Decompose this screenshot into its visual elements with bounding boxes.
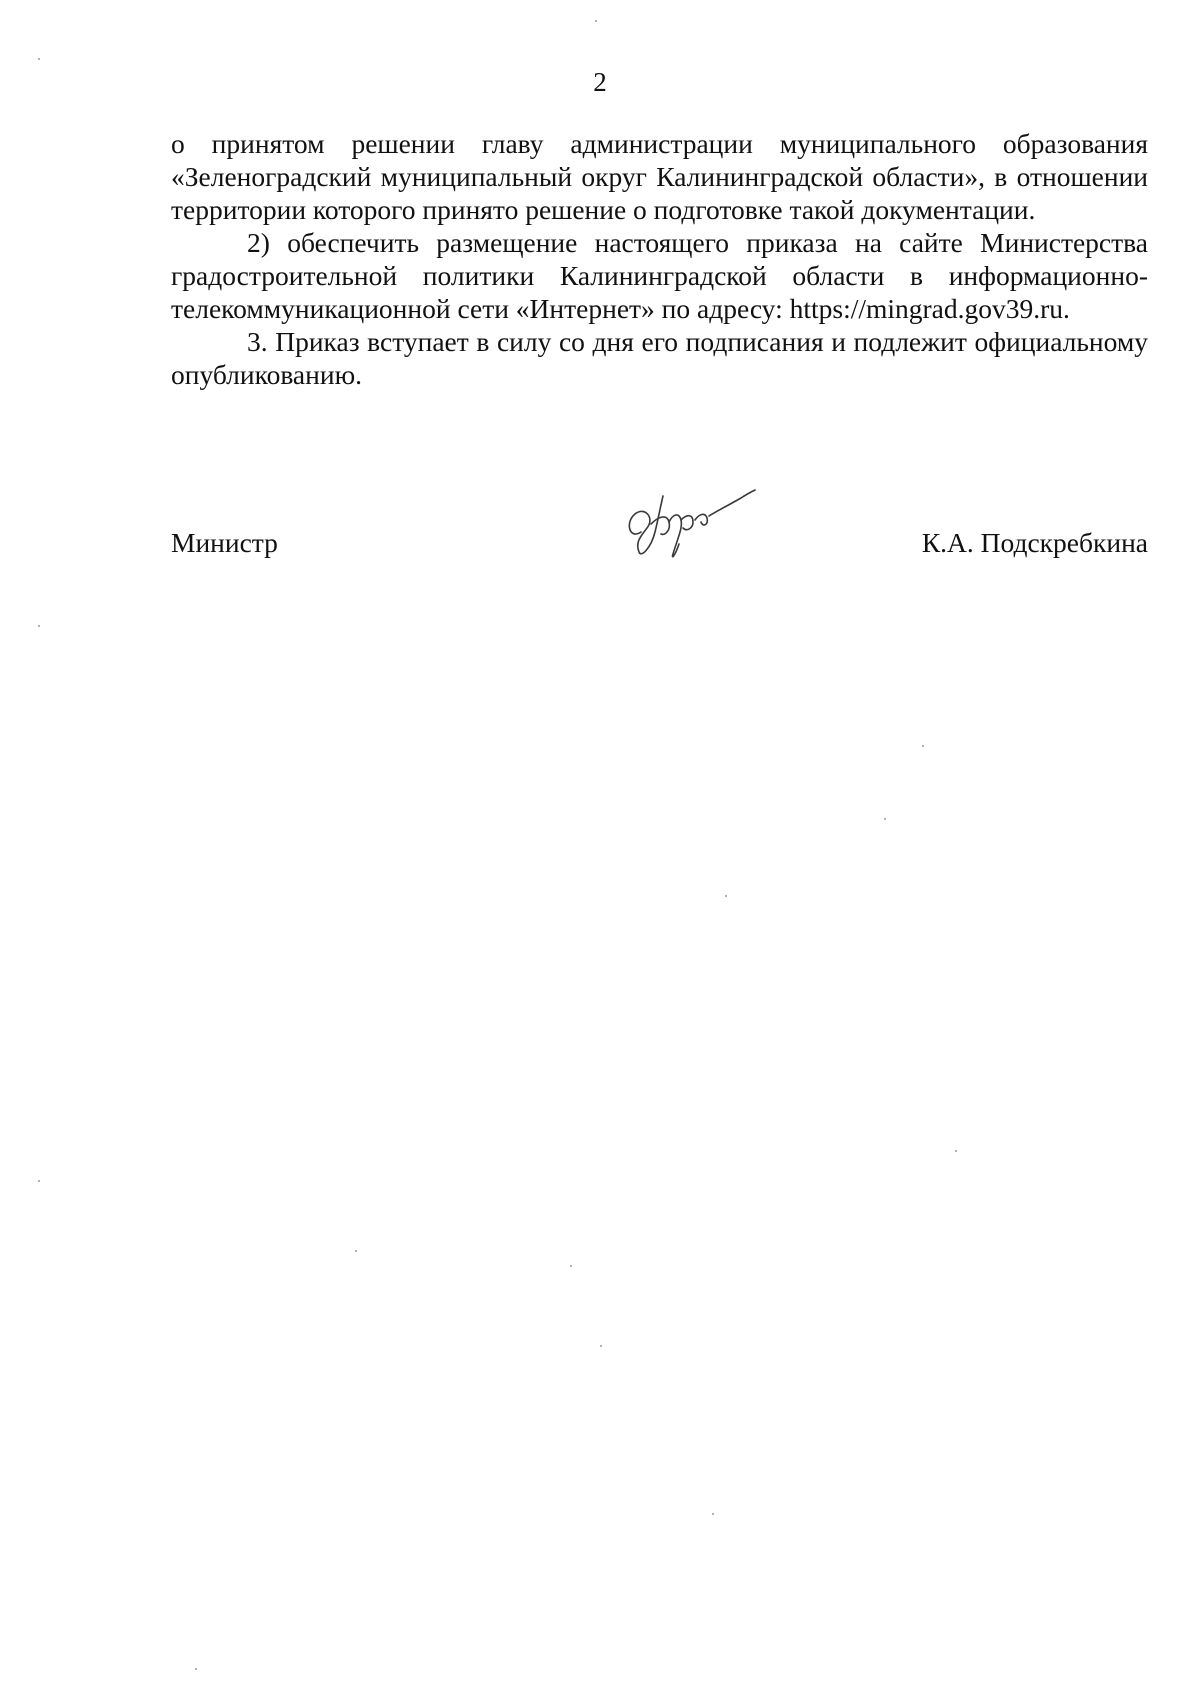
signer-title: Министр xyxy=(171,527,278,558)
scan-speck xyxy=(595,20,597,22)
signature-block xyxy=(171,470,1148,580)
scan-speck xyxy=(355,1250,357,1252)
scan-speck xyxy=(884,818,886,820)
signer-name: К.А. Подскребкина xyxy=(921,527,1148,558)
scan-speck xyxy=(712,1513,714,1515)
paragraph-item-3: 3. Приказ вступает в силу со дня его подписания и подлежит официальному опубликованию. xyxy=(171,326,1148,390)
document-body xyxy=(171,127,1148,391)
scan-speck xyxy=(600,1345,602,1347)
page-number: 2 xyxy=(593,67,607,97)
scan-speck xyxy=(570,1265,572,1267)
scan-speck xyxy=(38,58,40,60)
scan-speck xyxy=(38,625,40,627)
paragraph-item-2: 2) обеспечить размещение настоящего приказа на сайте Министерства градостроительной политики Калининградской области в информационно-телекоммуникационной сети «Интернет» по адресу: https://mingrad.gov39.ru. xyxy=(171,227,1148,324)
scan-speck xyxy=(725,895,727,897)
paragraph-continuation: о принятом решении главу администрации муниципального образования «Зеленоградский муниципальный округ Калининградской области», в отношении территории которого принято решение о подготовке такой документации. xyxy=(171,128,1148,225)
scan-speck xyxy=(195,1668,197,1670)
handwritten-signature xyxy=(611,470,761,570)
scan-speck xyxy=(955,1150,957,1152)
scan-speck xyxy=(38,1180,40,1182)
scan-speck xyxy=(922,745,924,747)
